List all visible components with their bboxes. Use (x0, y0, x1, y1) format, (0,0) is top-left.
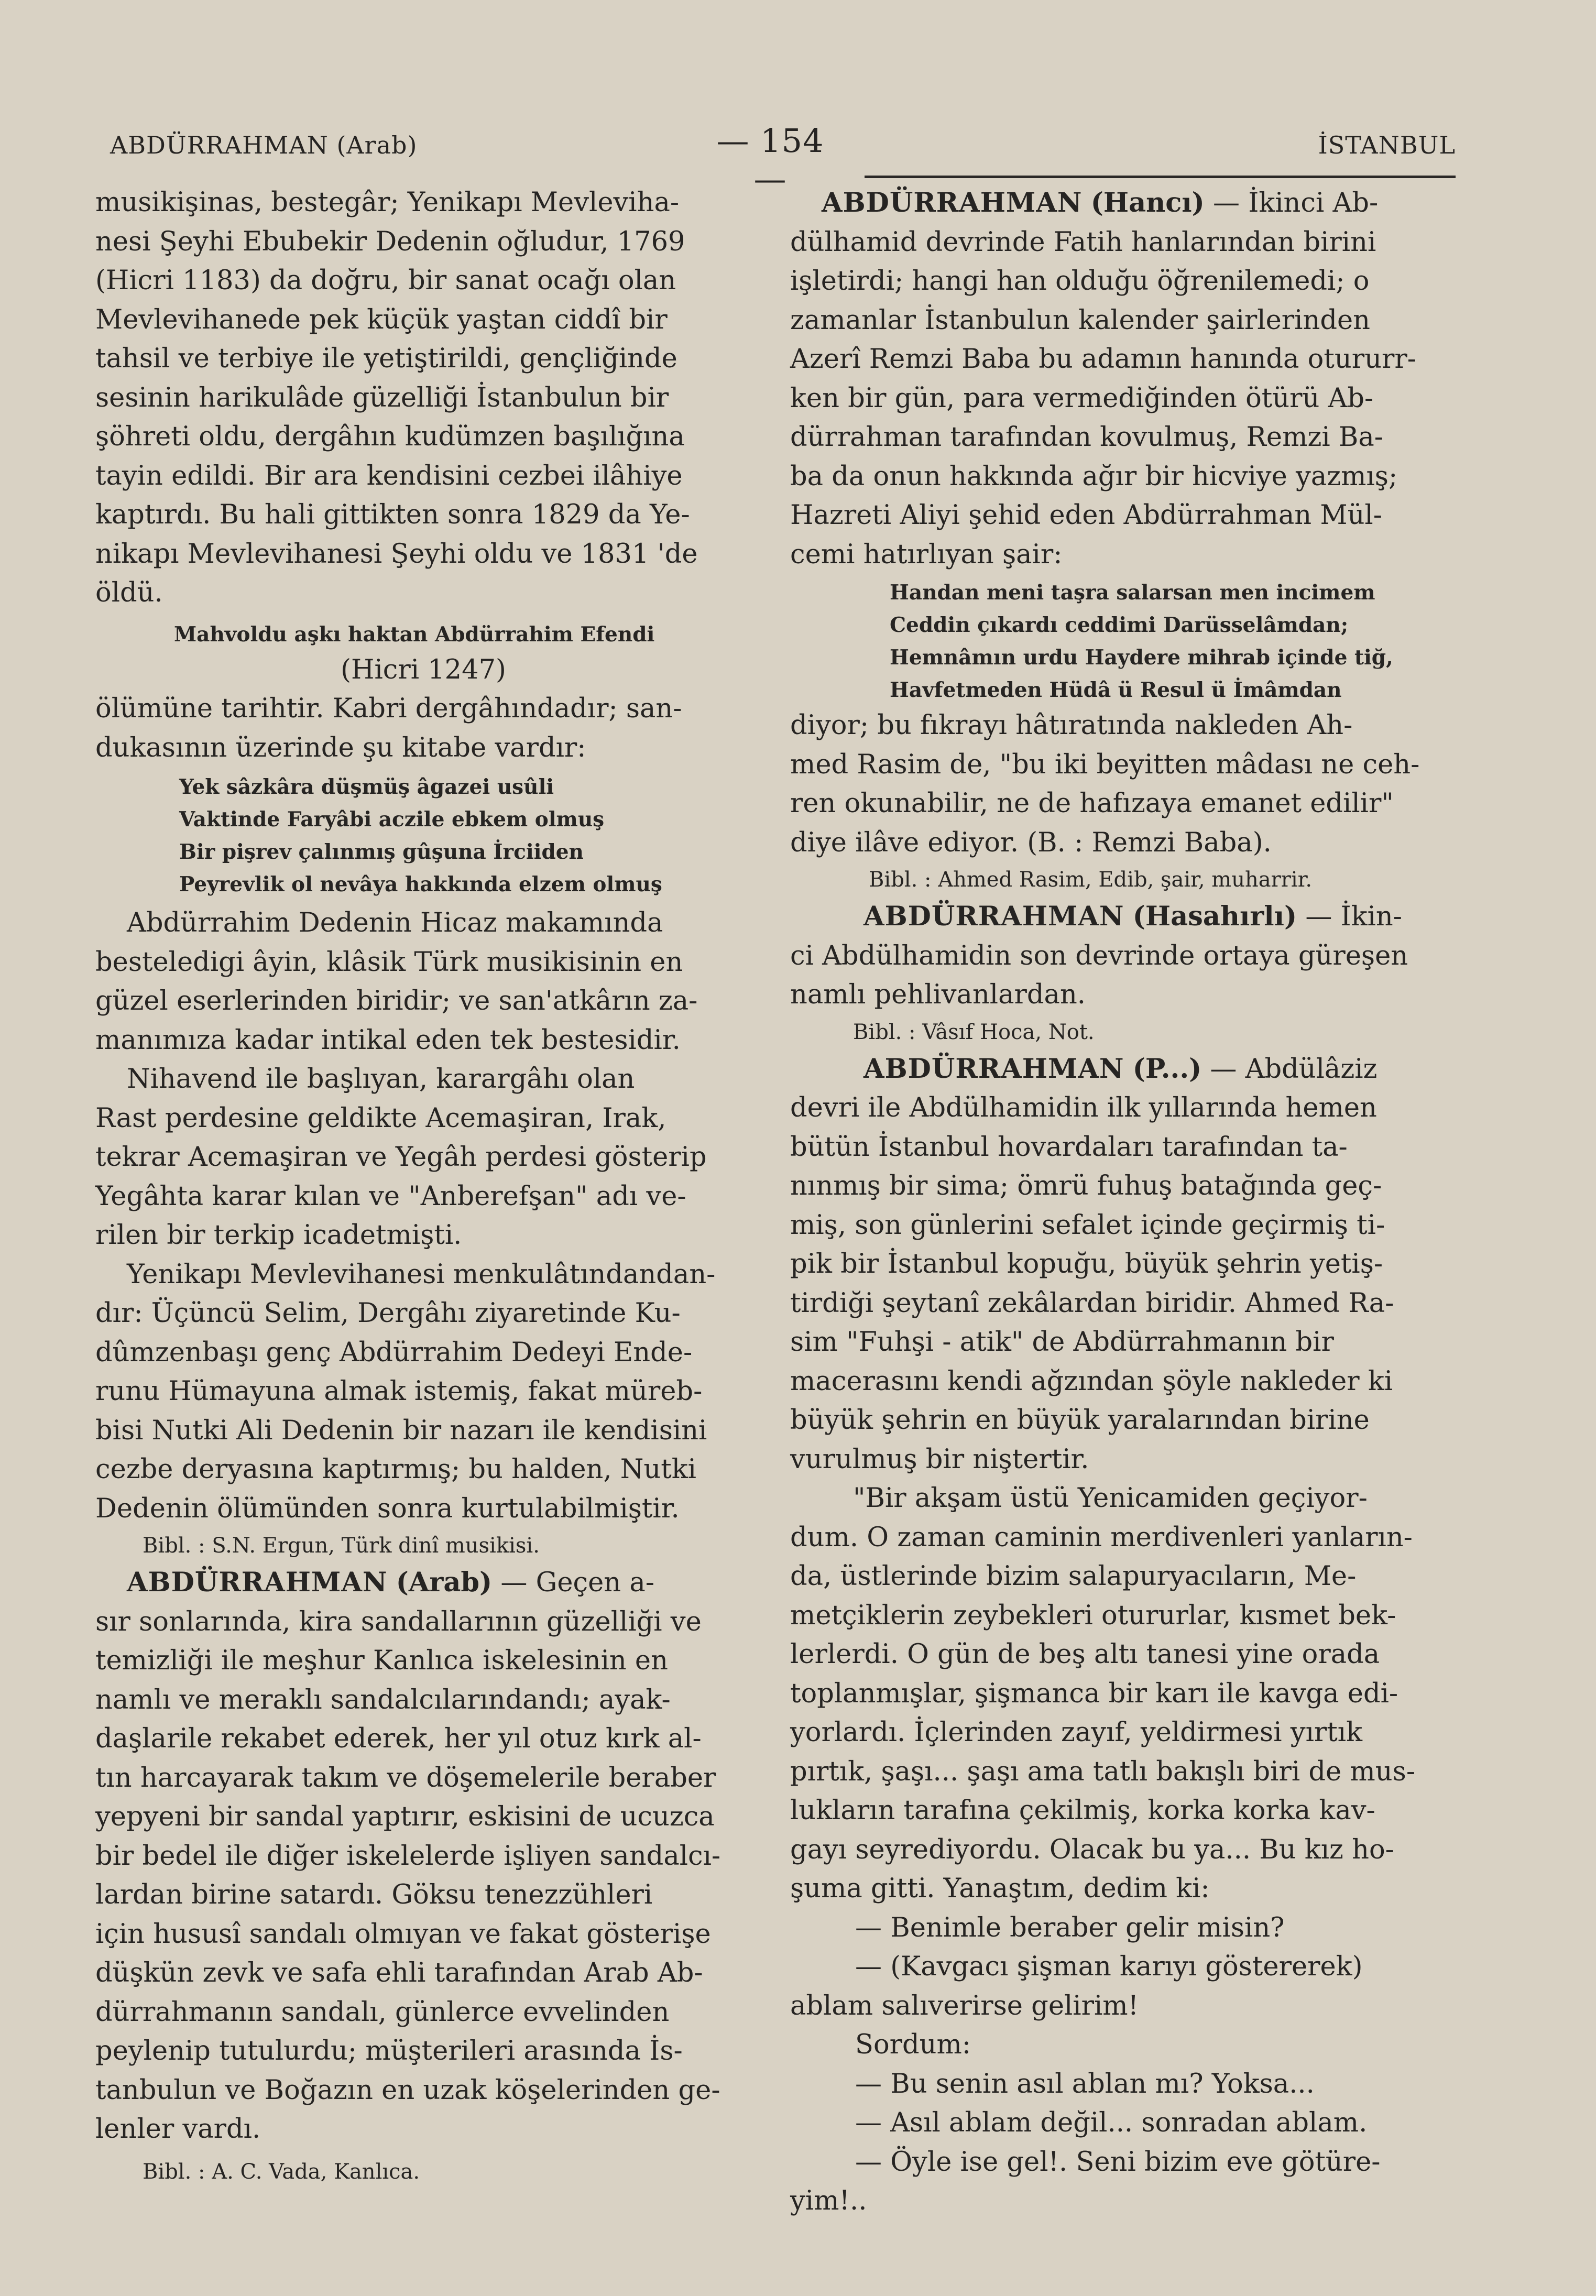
text-line: dukasının üzerinde şu kitabe vardır: (95, 732, 586, 763)
dialogue-line: — Benimle beraber gelir misin? (855, 1912, 1285, 1943)
text-line: Hazreti Aliyi şehid eden Abdürrahman Mül- (790, 500, 1382, 531)
text-line: zamanlar İstanbulun kalender şairlerinden (790, 304, 1371, 336)
text-line: med Rasim de, "bu iki beyitten mâdası ne ceh- (790, 749, 1420, 780)
text-line: tekrar Acemaşiran ve Yegâh perdesi gösterip (95, 1142, 707, 1173)
text-line: ölümüne tarihtir. Kabri dergâhındadır; san- (95, 693, 682, 724)
entry-title: ABDÜRRAHMAN (127, 1567, 388, 1598)
verse-line: Havfetmeden Hüdâ ü Resul ü İmâmdan (890, 678, 1342, 702)
text-line: nesi Şeyhi Ebubekir Dedenin oğludur, 1769 (95, 226, 685, 257)
text-line: devri ile Abdülhamidin ilk yıllarında hemen (790, 1092, 1377, 1123)
text-line: yorlardı. İçlerinden zayıf, yeldirmesi yırtık (790, 1717, 1362, 1748)
text-line: bütün İstanbul hovardaları tarafından ta- (790, 1131, 1348, 1163)
text-line: işletirdi; hangi han olduğu öğrenilemedi; o (790, 266, 1370, 297)
entry-title: ABDÜRRAHMAN (863, 901, 1124, 932)
text-line: ken bir gün, para vermediğinden ötürü Ab- (790, 382, 1374, 414)
verse-line: Hemnâmın urdu Haydere mihrab içinde tiğ, (890, 646, 1393, 670)
dialogue-line: — Öyle ise gel!. Seni bizim eve götüre- (855, 2146, 1381, 2178)
dialogue-line: — Asıl ablam değil... sonradan ablam. (855, 2107, 1368, 2138)
bibliography: Bibl. : A. C. Vada, Kanlıca. (143, 2159, 420, 2184)
entry-heading (95, 1563, 751, 1603)
text-line: Sordum: (855, 2029, 971, 2060)
text-line: Dedenin ölümünden sonra kurtulabilmiştir. (95, 1493, 680, 1524)
bibliography: Bibl. : Ahmed Rasim, Edib, şair, muharrir. (869, 868, 1313, 892)
text-line: dürrahmanın sandalı, günlerce evvelinden (95, 1996, 670, 2028)
entry-text: — İkin- (1305, 901, 1402, 932)
entry-text: — İkinci Ab- (1212, 188, 1379, 218)
hicri-date: (Hicri 1247) (341, 654, 506, 685)
entry-title: ABDÜRRAHMAN (822, 187, 1083, 218)
verse-line: Bir pişrev çalınmış gûşuna İrciiden (179, 840, 584, 864)
text-line: diyor; bu fıkrayı hâtıratında nakleden Ah- (790, 710, 1353, 741)
text-line: cezbe deryasına kaptırmış; bu halden, Nutki (95, 1454, 696, 1485)
entry-qualifier: (Arab) (396, 1567, 493, 1598)
text-line: nınmış bir sima; ömrü fuhuş batağında geç- (790, 1171, 1382, 1201)
text-line: lenler vardı. (95, 2114, 261, 2145)
text-line: düşkün zevk ve safa ehli tarafından Arab Ab- (95, 1958, 703, 1988)
text-line: toplanmışlar, şişmanca bir karı ile kavga edi- (790, 1678, 1398, 1709)
text-line: runu Hümayuna almak istemiş, fakat müreb- (95, 1376, 703, 1407)
text-line: sim "Fuhşi - atik" de Abdürrahmanın bir (790, 1327, 1334, 1358)
text-line: bisi Nutki Ali Dedenin bir nazarı ile kendisini (95, 1415, 707, 1446)
text-line: sır sonlarında, kira sandallarının güzelliği ve (95, 1606, 702, 1637)
text-line: temizliği ile meşhur Kanlıca iskelesinin en (95, 1645, 668, 1676)
text-line: tın harcayarak takım ve döşemelerile beraber (95, 1762, 716, 1794)
entry-heading (790, 1049, 1451, 1089)
text-line: şöhreti oldu, dergâhın kudümzen başılığına (95, 421, 685, 452)
text-line: tirdiği şeytanî zekâlardan biridir. Ahmed Ra- (790, 1287, 1394, 1319)
text-line: öldü. (95, 577, 163, 608)
entry-text: — Abdülâziz (1210, 1053, 1378, 1085)
entry-qualifier: (P...) (1132, 1053, 1202, 1085)
text-line: bir bedel ile diğer iskelelerde işliyen sandalcı- (95, 1840, 721, 1872)
entry-qualifier: (Hasahırlı) (1132, 901, 1297, 932)
text-line: ba da onun hakkında ağır bir hicviye yazmış; (790, 461, 1398, 492)
dialogue-line: — Bu senin asıl ablan mı? Yoksa... (855, 2068, 1315, 2100)
text-line: gayı seyrediyordu. Olacak bu ya... Bu kız ho- (790, 1834, 1394, 1865)
text-line: pik bir İstanbul kopuğu, büyük şehrin yetiş- (790, 1249, 1383, 1280)
text-line: Yenikapı Mevlevihanesi menkulâtındandan- (127, 1259, 716, 1290)
text-line: ablam salıverirse gelirim! (790, 1990, 1139, 2021)
text-line: sesinin harikulâde güzelliği İstanbulun bir (95, 382, 669, 413)
text-line: Rast perdesine geldikte Acemaşiran, Irak, (95, 1102, 666, 1134)
text-line: daşlarile rekabet ederek, her yıl otuz kırk al- (95, 1723, 702, 1754)
verse-line: Mahvoldu aşkı haktan Abdürrahim Efendi (174, 622, 655, 647)
text-line: dûmzenbaşı genç Abdürrahim Dedeyi Ende- (95, 1337, 693, 1368)
text-line: diye ilâve ediyor. (B. : Remzi Baba). (790, 827, 1272, 858)
text-line: ren okunabilir, ne de hafızaya emanet edilir" (790, 788, 1394, 819)
text-line: dülhamid devrinde Fatih hanlarından birini (790, 226, 1376, 258)
running-head-right: İSTANBUL (1318, 131, 1456, 159)
text-line: Yegâhta karar kılan ve "Anberefşan" adı ve- (95, 1180, 686, 1212)
hicviye-verse (790, 576, 1451, 706)
entry-heading (790, 897, 1451, 937)
text-line: (Hicri 1183) da doğru, bir sanat ocağı olan (95, 265, 676, 296)
text-line: Mevlevihanede pek küçük yaştan ciddî bir (95, 304, 668, 335)
verse-line: Vaktinde Faryâbi aczile ebkem olmuş (179, 807, 605, 832)
text-line: lerlerdi. O gün de beş altı tanesi yine orada (790, 1639, 1380, 1670)
text-line: Nihavend ile başlıyan, karargâhı olan (127, 1064, 635, 1095)
text-line: tahsil ve terbiye ile yetiştirildi, gençliğinde (95, 343, 677, 374)
text-line: tanbulun ve Boğazın en uzak köşelerinden ge- (95, 2074, 720, 2106)
text-line: dır: Üçüncü Selim, Dergâhı ziyaretinde Ku- (95, 1298, 681, 1329)
running-head-left: ABDÜRRAHMAN (Arab) (110, 131, 418, 159)
header-rule (865, 176, 1456, 178)
entry-title: ABDÜRRAHMAN (863, 1053, 1124, 1085)
text-line: kaptırdı. Bu hali gittikten sonra 1829 da Ye- (95, 499, 690, 530)
text-line: cemi hatırlıyan şair: (790, 539, 1063, 570)
text-line: "Bir akşam üstü Yenicamiden geçiyor- (853, 1483, 1368, 1514)
text-line: macerasını kendi ağzından şöyle nakleder ki (790, 1365, 1393, 1397)
text-line: peylenip tutulurdu; müşterileri arasında İs- (95, 2036, 683, 2067)
text-line: nikapı Mevlevihanesi Şeyhi oldu ve 1831 'de (95, 538, 698, 570)
text-line: şuma gitti. Yanaştım, dedim ki: (790, 1873, 1210, 1904)
text-line: yepyeni bir sandal yaptırır, eskisini de ucuzca (95, 1801, 715, 1832)
text-line: ci Abdülhamidin son devrinde ortaya güreşen (790, 940, 1408, 971)
text-line: büyük şehrin en büyük yaralarından birine (790, 1405, 1370, 1436)
bibliography: Bibl. : S.N. Ergun, Türk dinî musikisi. (143, 1534, 540, 1558)
entry-qualifier: (Hancı) (1090, 187, 1205, 218)
bibliography: Bibl. : Vâsıf Hoca, Not. (853, 1020, 1095, 1044)
verse-line: Yek sâzkâra düşmüş âgazei usûli (179, 775, 554, 799)
entry-heading (790, 183, 1451, 223)
text-line: rilen bir terkip icadetmişti. (95, 1220, 462, 1251)
text-line: Abdürrahim Dedenin Hicaz makamında (127, 908, 663, 938)
verse-line: Peyrevlik ol nevâya hakkında elzem olmuş (179, 872, 662, 896)
text-line: güzel eserlerinden biridir; ve san'atkârın za- (95, 986, 698, 1016)
left-column (95, 183, 751, 2189)
text-line: yim!.. (790, 2185, 867, 2216)
text-line: dürrahman tarafından kovulmuş, Remzi Ba- (790, 422, 1383, 453)
text-line: besteledigi âyin, klâsik Türk musikisinin en (95, 946, 683, 978)
verse-line: Handan meni taşra salarsan men incimem (890, 581, 1375, 605)
text-line: namlı pehlivanlardan. (790, 979, 1086, 1010)
inscription-verse (95, 771, 751, 901)
text-line: Azerî Remzi Baba bu adamın hanında otururr- (790, 344, 1416, 375)
text-line: miş, son günlerini sefalet içinde geçirmiş ti- (790, 1209, 1385, 1241)
text-line: namlı ve meraklı sandalcılarındandı; ayak- (95, 1684, 671, 1715)
verse-line: Ceddin çıkardı ceddimi Darüsselâmdan; (890, 613, 1349, 637)
text-line: pırtık, şaşı... şaşı ama tatlı bakışlı biri de mus- (790, 1756, 1416, 1787)
text-line: tayin edildi. Bir ara kendisini cezbei ilâhiye (95, 460, 683, 491)
dialogue-line: — (Kavgacı şişman karıyı göstererek) (855, 1951, 1363, 1982)
text-line: lukların tarafına çekilmiş, korka korka kav- (790, 1795, 1375, 1826)
right-column (790, 183, 1451, 2221)
text-line: vurulmuş bir niştertir. (790, 1444, 1089, 1475)
text-line: musikişinas, bestegâr; Yenikapı Mevleviha- (95, 187, 680, 218)
text-line: dum. O zaman caminin merdivenleri yanların- (790, 1522, 1413, 1553)
page-number: — 154 — (716, 122, 824, 198)
text-line: da, üstlerinde bizim salapuryacıların, Me- (790, 1561, 1357, 1592)
entry-text: — Geçen a- (500, 1567, 654, 1598)
text-line: için hususî sandalı olmıyan ve fakat gösterişe (95, 1918, 711, 1950)
text-line: metçiklerin zeybekleri otururlar, kısmet bek- (790, 1600, 1396, 1631)
text-line: manımıza kadar intikal eden tek bestesidir. (95, 1024, 681, 1056)
text-line: lardan birine satardı. Göksu tenezzühleri (95, 1879, 653, 1910)
